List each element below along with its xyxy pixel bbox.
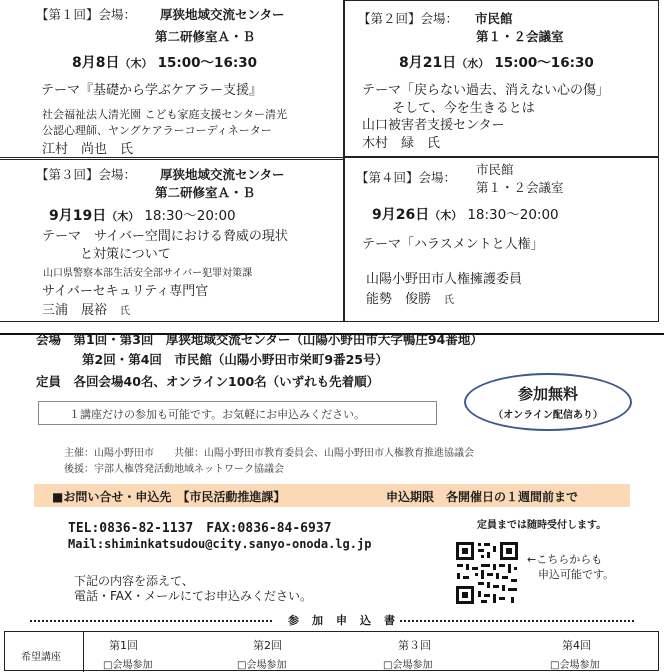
contact-phone-fax	[68, 517, 331, 536]
lecture-4-date: 9月26日	[372, 207, 430, 223]
venue-line-2: 第2回・第4回 市民館（山陽小野田市栄町9番25号）	[82, 352, 388, 367]
lecture-1-honorific: 氏	[120, 142, 134, 157]
lecture-1-room: 第二研修室Ａ・Ｂ	[155, 29, 256, 44]
form-title: 参 加 申 込 書	[288, 614, 396, 627]
lecture-2-datetime	[399, 51, 594, 72]
note-text: １講座だけの参加も可能です。お気軽にお申込みください。	[69, 408, 366, 421]
contact-fax: FAX:0836-84-6937	[206, 521, 332, 536]
lecture-3-speaker-title: サイバーセキュリティ専門官	[42, 284, 209, 299]
form-dotted-line-right	[400, 620, 634, 622]
lecture-1-weekday: （木）	[119, 57, 153, 70]
application-form-table	[4, 631, 659, 671]
lecture-4-honorific: 氏	[444, 295, 455, 306]
lecture-1-theme: テーマ『基礎から学ぶケアラー支援』	[41, 83, 263, 98]
lecture-3-honorific: 氏	[120, 306, 131, 317]
lecture-2-time: 15:00～16:30	[494, 55, 594, 71]
lecture-4-venue: 市民館	[476, 162, 514, 177]
form-col-1: 第1回	[109, 639, 138, 652]
form-row-label: 希望講座	[21, 652, 61, 663]
lecture-3-weekday: （木）	[106, 210, 140, 223]
lecture-3-datetime	[49, 204, 236, 225]
lecture-2-speaker: 木村 緑	[362, 136, 415, 151]
lecture-1-venue: 厚狭地域交流センター	[160, 7, 285, 22]
lecture-3-time: 18:30～20:00	[144, 208, 236, 224]
lecture-4-speaker-name	[366, 288, 454, 307]
form-col-2: 第2回	[253, 639, 282, 652]
form-option-1[interactable]: □会場参加	[103, 660, 153, 671]
form-option-3[interactable]: □会場参加	[383, 660, 433, 671]
contact-bar	[34, 484, 630, 507]
lecture-2-weekday: （水）	[456, 57, 490, 70]
form-dotted-line-left	[30, 620, 272, 622]
lecture-3-venue: 厚狭地域交流センター	[160, 167, 285, 182]
qr-note-1: ←こちらからも	[527, 553, 603, 566]
lecture-3-speaker: 三浦 展裕	[42, 303, 108, 318]
organizers-line-1: 主催：山陽小野田市 共催：山陽小野田市教育委員会、山陽小野田市人権教育推進協議会	[64, 448, 474, 459]
free-badge	[464, 373, 632, 431]
venue-line-1: 第1回・第3回 厚狭地域交流センター（山陽小野田市大字鴨庄94番地）	[73, 332, 483, 347]
lecture-4-weekday: （木）	[429, 209, 463, 222]
lecture-3-speaker-org: 山口県警察本部生活安全部サイバー犯罪対策課	[43, 268, 253, 279]
lecture-3-label: 【第３回】会場：	[36, 167, 137, 182]
capacity-text: 各回会場40名、オンライン100名（いずれも先着順）	[73, 374, 380, 389]
lecture-1-datetime	[72, 51, 257, 72]
form-option-4[interactable]: □会場参加	[550, 660, 600, 671]
lecture-2-date: 8月21日	[399, 55, 457, 71]
lecture-4-theme: テーマ「ハラスメントと人権」	[362, 237, 544, 252]
lecture-4-speaker: 能勢 俊勝	[366, 292, 432, 307]
lecture-4-speaker-org: 山陽小野田市人権擁護委員	[366, 272, 523, 287]
lecture-1-time: 15:00～16:30	[157, 55, 258, 71]
venue-info	[36, 330, 483, 348]
lecture-1-speaker-title: 公認心理師、ヤングケアラーコーディネーター	[42, 124, 272, 137]
lecture-3-room: 第二研修室Ａ・Ｂ	[155, 185, 256, 200]
form-option-2[interactable]: □会場参加	[237, 660, 287, 671]
lecture-1-date: 8月8日	[72, 55, 120, 71]
lecture-2-honorific: 氏	[427, 136, 441, 151]
qr-note-2: 申込可能です。	[538, 568, 615, 581]
lecture-3-speaker-name	[42, 299, 130, 318]
lecture-4-datetime	[372, 203, 559, 224]
capacity	[36, 372, 379, 390]
free-badge-main: 参加無料	[517, 385, 578, 403]
venue-label: 会場	[36, 332, 62, 347]
lecture-4-room: 第１・２会議室	[476, 180, 564, 195]
lecture-1-speaker-org: 社会福祉法人清光園 こども家庭支援センター清光	[42, 108, 288, 121]
contact-bar-left: ■お問い合せ・申込先 【市民活動推進課】	[52, 490, 286, 504]
form-col-3: 第３回	[398, 639, 431, 652]
contact-tel: TEL:0836-82-1137	[68, 521, 194, 536]
lecture-1-label: 【第１回】会場：	[36, 7, 137, 22]
lecture-2-room: 第１・２会議室	[476, 29, 564, 44]
lecture-2-speaker-org: 山口被害者支援センター	[362, 118, 505, 133]
organizers-line-2: 後援：宇部人権啓発活動地域ネットワーク協議会	[64, 464, 284, 475]
lecture-2-theme: テーマ「戻らない過去、消えない心の傷」	[362, 83, 610, 98]
lecture-2-speaker-name	[362, 132, 440, 151]
lecture-2-theme-sub: そして、今を生きるとは	[392, 101, 535, 116]
instructions-2: 電話・FAX・メールにてお申込みください。	[74, 589, 312, 603]
contact-mail[interactable]: Mail:shiminkatsudou@city.sanyo-onoda.lg.jp	[68, 537, 372, 551]
form-col-4: 第4回	[562, 639, 591, 652]
lecture-1-speaker-name	[42, 138, 133, 157]
instructions-1: 下記の内容を添えて、	[74, 574, 194, 588]
accept-note: 定員までは随時受付します。	[477, 520, 607, 531]
lecture-3-theme: テーマ サイバー空間における脅威の現状	[42, 229, 288, 244]
lecture-1-speaker: 江村 尚也	[42, 142, 108, 157]
contact-bar-right: 申込期限 各開催日の１週間前まで	[386, 490, 579, 504]
capacity-label: 定員	[36, 374, 62, 389]
note-box	[38, 401, 437, 425]
lecture-4-time: 18:30～20:00	[467, 207, 559, 223]
lecture-3-theme-sub: と対策について	[80, 247, 171, 262]
qr-code[interactable]	[454, 540, 520, 606]
form-table-divider	[83, 632, 84, 672]
free-badge-sub: （オンライン配信あり）	[493, 410, 603, 421]
lecture-4-label: 【第４回】会場：	[356, 170, 457, 185]
lecture-2-label: 【第２回】会場：	[358, 11, 459, 26]
lecture-3-date: 9月19日	[49, 208, 107, 224]
lecture-2-venue: 市民館	[475, 11, 513, 26]
qr-code-image	[454, 540, 520, 606]
